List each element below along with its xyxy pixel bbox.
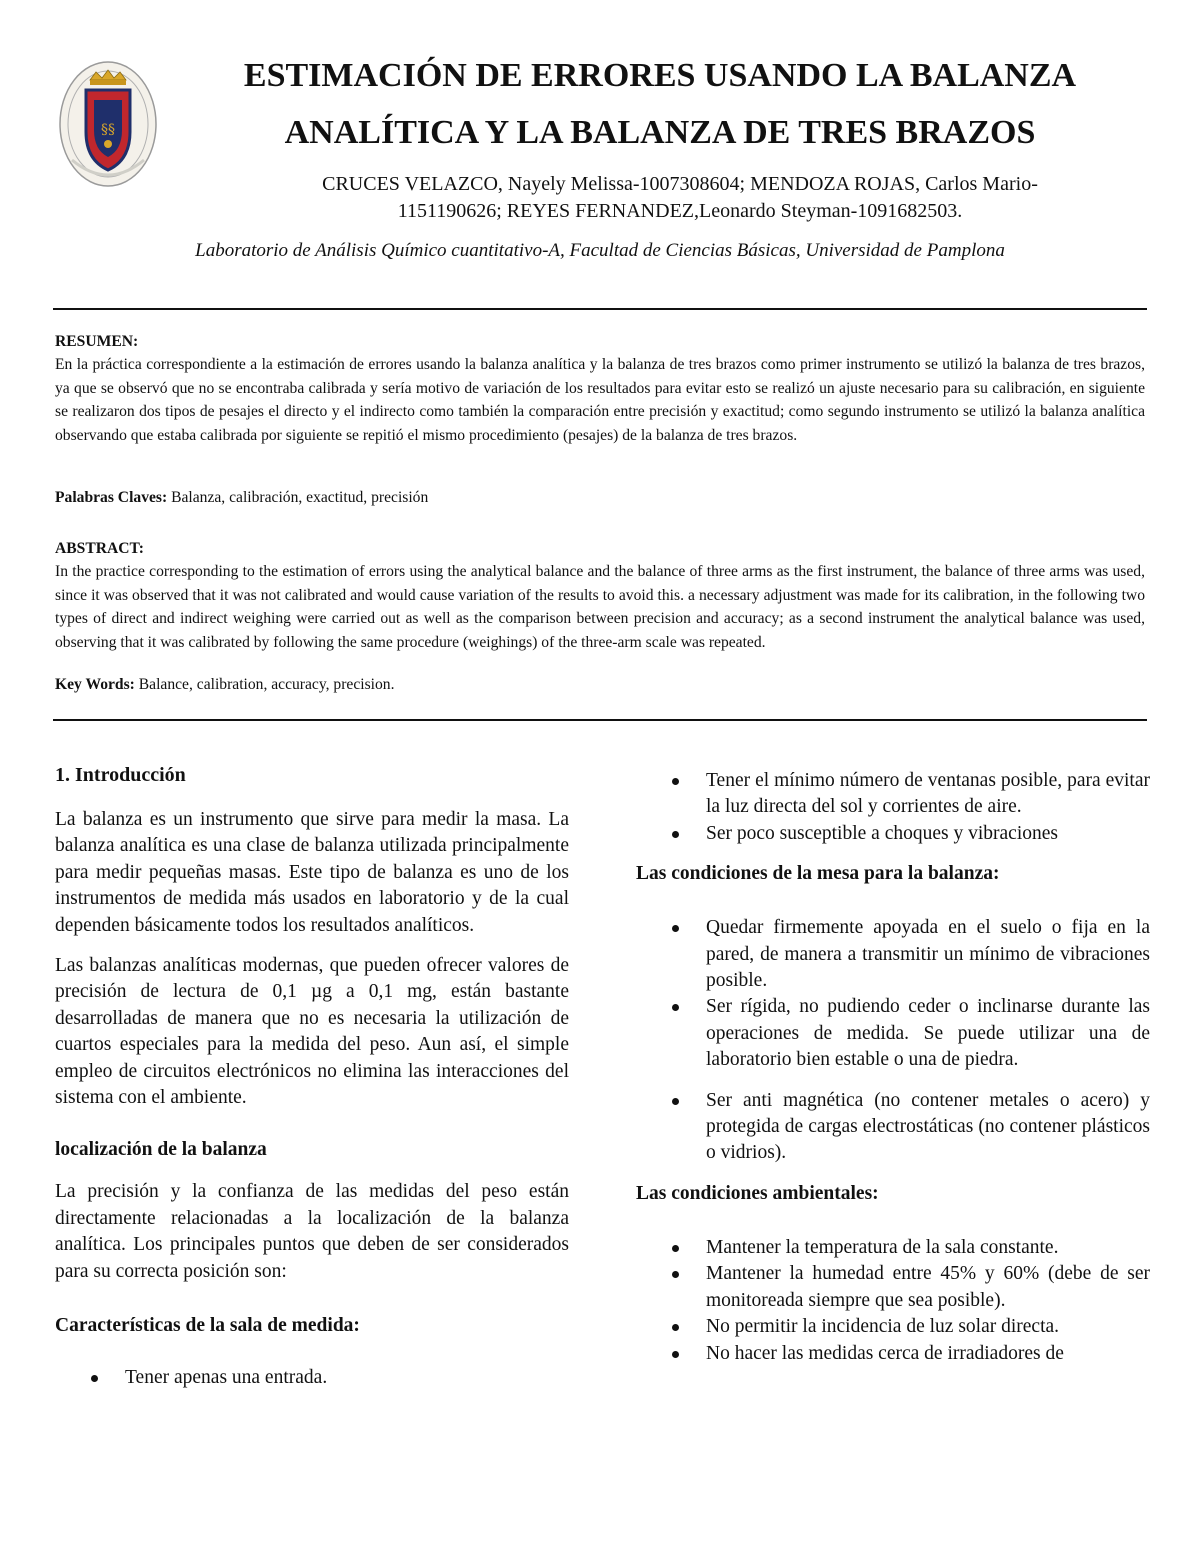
list-item: Tener apenas una entrada. bbox=[55, 1365, 569, 1391]
list-item: No hacer las medidas cerca de irradiadores de bbox=[636, 1341, 1150, 1367]
intro-paragraph-2: Las balanzas analíticas modernas, que pueden ofrecer valores de precisión de lectura de 0,1 µg a 0,1 mg, están bastante desarrolladas de manera que no es necesaria la utilización de cuartos especiales para la medida del peso. Aun así, el simple empleo de circuitos electrónicos no elimina las interacciones del sistema con el ambiente. bbox=[55, 955, 569, 1109]
bullet-icon bbox=[672, 1351, 679, 1358]
list-item: Tener el mínimo número de ventanas posible, para evitar la luz directa del sol y corrientes de aire. bbox=[636, 768, 1150, 821]
abstract-section bbox=[55, 537, 1145, 654]
list-item: Ser anti magnética (no contener metales o acero) y protegida de cargas electrostáticas (no contener plásticos o vidrios). bbox=[636, 1088, 1150, 1167]
sala-list bbox=[55, 1365, 569, 1391]
title-line-2: ANALÍTICA Y LA BALANZA DE TRES BRAZOS bbox=[284, 114, 1036, 151]
localizacion-heading: localización de la balanza bbox=[55, 1139, 267, 1161]
localizacion-paragraph: La precisión y la confianza de las medidas del peso están directamente relacionadas a la localización de la balanza analítica. Los principales puntos que deben de ser considerados para su correcta posición son: bbox=[55, 1181, 569, 1282]
bullet-icon bbox=[672, 1098, 679, 1105]
key-words bbox=[55, 673, 1145, 696]
mesa-heading: Las condiciones de la mesa para la balanza: bbox=[636, 863, 1000, 885]
bullet-icon bbox=[672, 1271, 679, 1278]
list-item: Mantener la temperatura de la sala constante. bbox=[636, 1235, 1150, 1261]
list-item: Quedar firmemente apoyada en el suelo o fija en la pared, de manera a transmitir un mínimo de vibraciones posible. bbox=[636, 915, 1150, 994]
palabras-claves bbox=[55, 486, 1145, 509]
authors bbox=[230, 171, 1130, 225]
sala-list-continued bbox=[636, 768, 1150, 847]
university-seal-logo bbox=[58, 60, 158, 188]
left-column bbox=[55, 762, 569, 1392]
bullet-icon bbox=[672, 831, 679, 838]
right-column bbox=[636, 768, 1150, 1367]
ambientales-heading: Las condiciones ambientales: bbox=[636, 1182, 879, 1204]
list-item: Ser rígida, no pudiendo ceder o inclinarse durante las operaciones de medida. Se puede utilizar una de laboratorio bien estable o una de piedra. bbox=[636, 994, 1150, 1073]
palabras-claves-label: Palabras Claves: bbox=[55, 489, 168, 506]
sala-heading: Características de la sala de medida: bbox=[55, 1315, 360, 1337]
resumen-heading: RESUMEN: bbox=[55, 333, 139, 350]
bullet-icon bbox=[672, 1245, 679, 1252]
abstract-text: In the practice corresponding to the estimation of errors using the analytical balance and the balance of three arms as the first instrument, the balance of three arms was used, since it was observed that it was not calibrated and would cause variation of the results to avoid this. a necessary adjustment was made for its calibration, in the following two types of direct and indirect weighing were carried out as well as the comparison between precision and accuracy; as a second instrument the analytical balance was used, observing that it was calibrated by following the same procedure (weighings) of the three-arm scale was repeated. bbox=[55, 563, 1145, 651]
title-line-1: ESTIMACIÓN DE ERRORES USANDO LA BALANZA bbox=[243, 57, 1077, 94]
abstract-heading: ABSTRACT: bbox=[55, 540, 144, 557]
ambientales-list bbox=[636, 1235, 1150, 1367]
top-divider bbox=[53, 308, 1147, 310]
bullet-icon bbox=[672, 778, 679, 785]
authors-line-2: 1151190626; REYES FERNANDEZ,Leonardo Steyman-1091682503. bbox=[397, 200, 963, 222]
bullet-icon bbox=[91, 1375, 98, 1382]
authors-line-1: CRUCES VELAZCO, Nayely Melissa-1007308604; MENDOZA ROJAS, Carlos Mario- bbox=[322, 173, 1038, 195]
resumen-section bbox=[55, 330, 1145, 447]
affiliation: Laboratorio de Análisis Químico cuantitativo-A, Facultad de Ciencias Básicas, Universidad de Pamplona bbox=[195, 240, 1005, 261]
intro-heading: 1. Introducción bbox=[55, 764, 186, 786]
palabras-claves-text: Balanza, calibración, exactitud, precisión bbox=[167, 489, 429, 506]
bullet-icon bbox=[672, 1324, 679, 1331]
svg-text:§§: §§ bbox=[101, 122, 115, 138]
key-words-text: Balance, calibration, accuracy, precision. bbox=[134, 676, 395, 693]
bullet-icon bbox=[672, 1004, 679, 1011]
list-item: Ser poco susceptible a choques y vibraciones bbox=[636, 821, 1150, 847]
key-words-label: Key Words: bbox=[55, 676, 135, 693]
intro-paragraph-1: La balanza es un instrumento que sirve para medir la masa. La balanza analítica es una clase de balanza utilizada principalmente para medir pequeñas masas. Este tipo de balanza es uno de los instrumentos de medida más usados en laboratorio y de la cual dependen básicamente todos los resultados analíticos. bbox=[55, 809, 569, 936]
list-item: Mantener la humedad entre 45% y 60% (debe de ser monitoreada siempre que sea posible). bbox=[636, 1261, 1150, 1314]
list-item: No permitir la incidencia de luz solar directa. bbox=[636, 1314, 1150, 1340]
resumen-text: En la práctica correspondiente a la estimación de errores usando la balanza analítica y la balanza de tres brazos como primer instrumento se utilizó la balanza de tres brazos, ya que se observó que no se encontraba calibrada y sería motivo de variación de los resultados para evitar esto se realizó un ajuste necesario para su calibración, en siguiente se realizaron dos tipos de pesajes el directo y el indirecto como también la comparación entre precisión y exactitud; como segundo instrumento se utilizó la balanza analítica observando que estaba calibrada por siguiente se repitió el mismo procedimiento (pesajes) de la balanza de tres brazos. bbox=[55, 356, 1145, 444]
bottom-divider bbox=[53, 719, 1147, 721]
mesa-list bbox=[636, 915, 1150, 1167]
bullet-icon bbox=[672, 925, 679, 932]
